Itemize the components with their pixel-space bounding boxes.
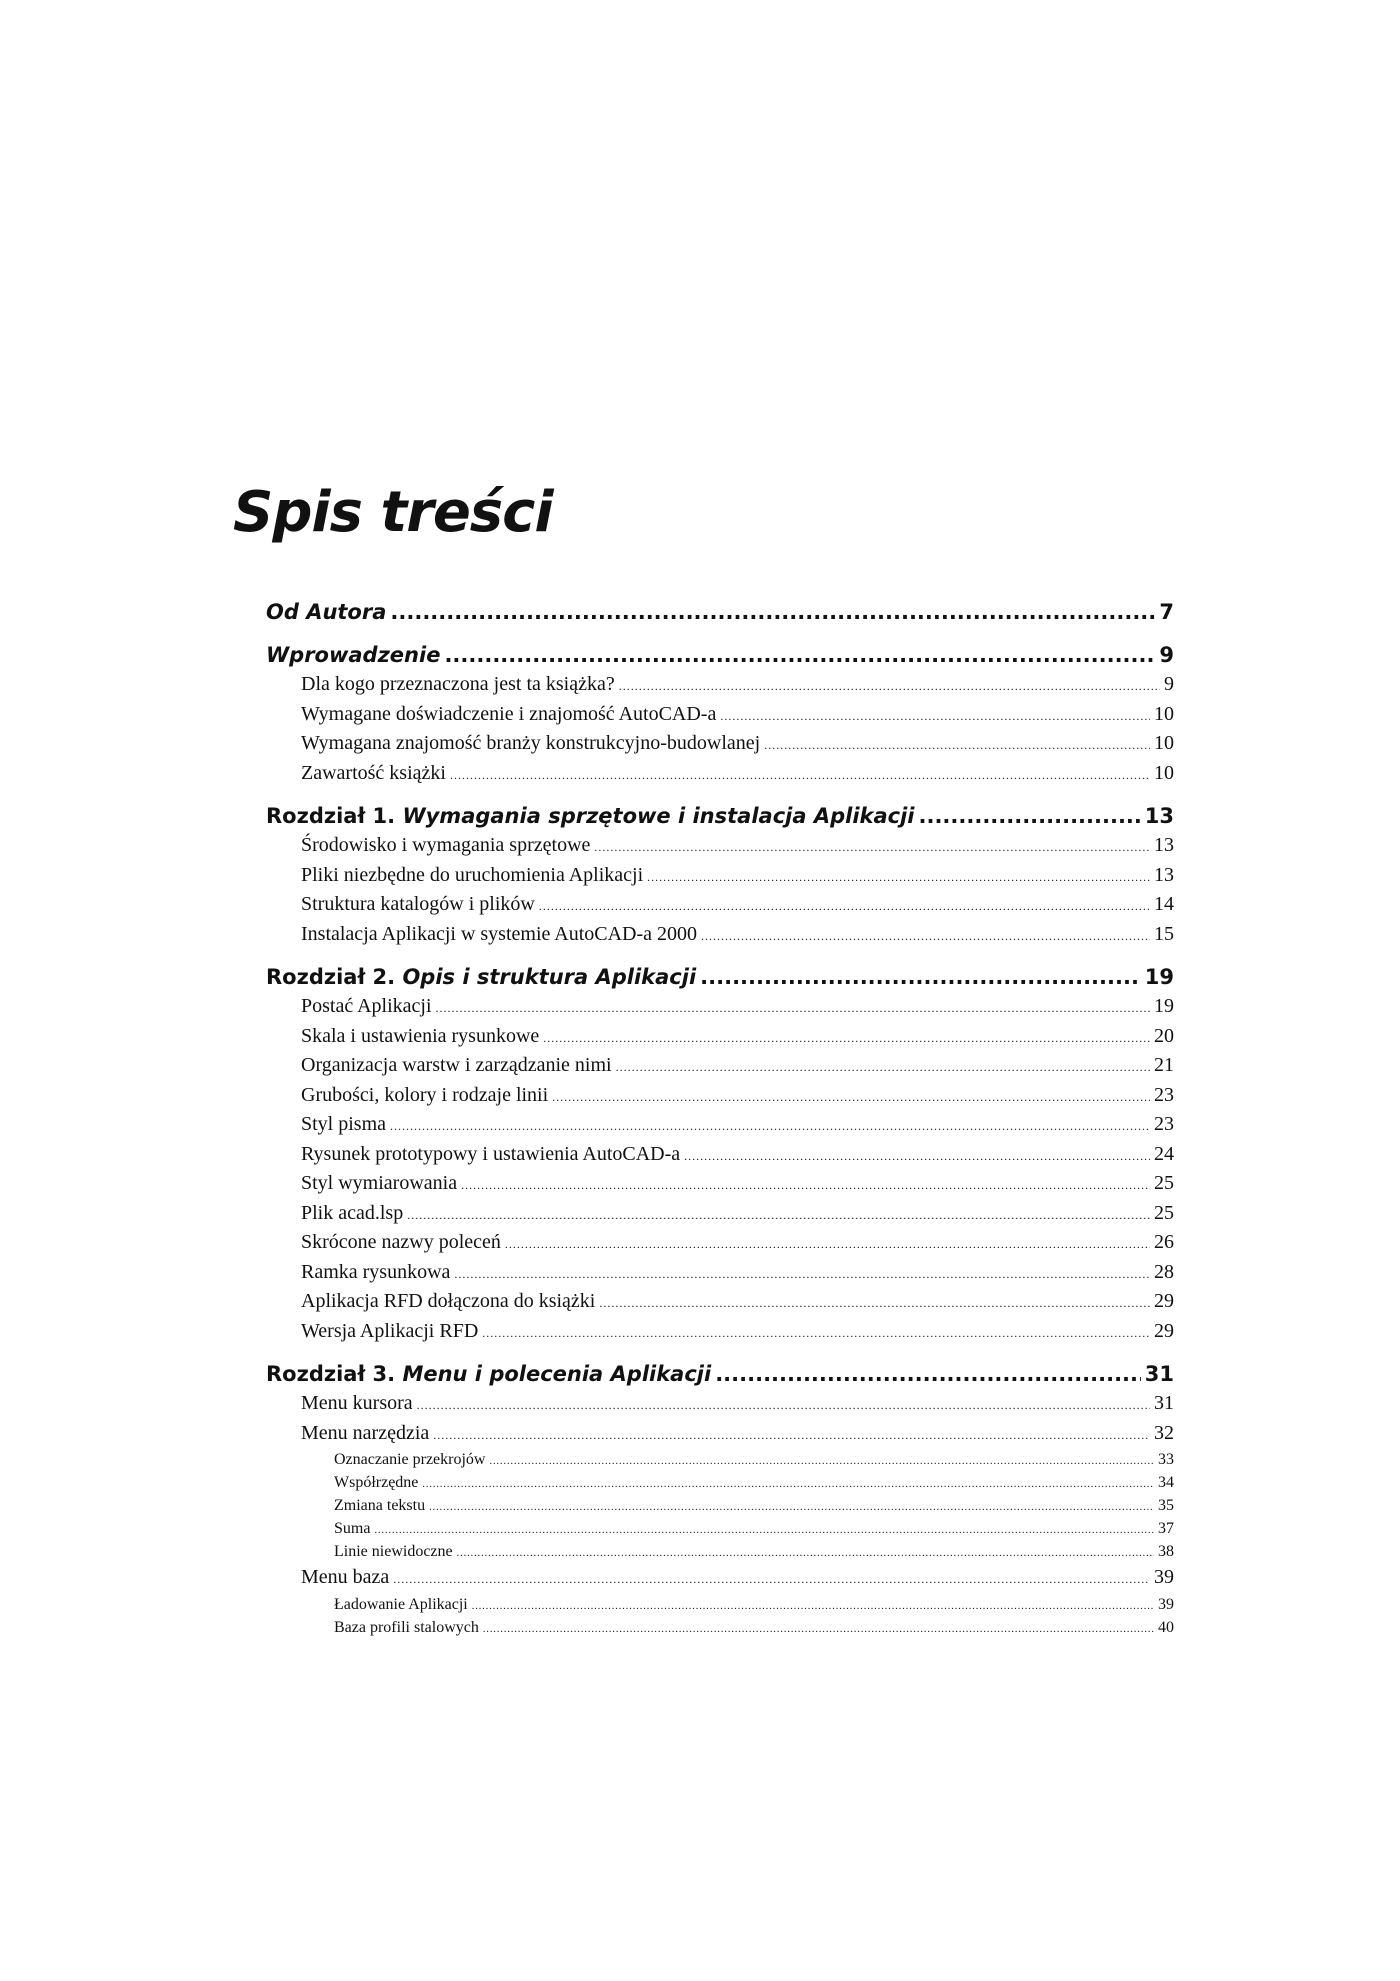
page-number: 9 — [1164, 673, 1174, 695]
dot-leader — [701, 922, 1150, 950]
section-title: Styl pisma — [301, 1113, 387, 1135]
page-number: 38 — [1158, 1543, 1174, 1560]
dot-leader — [616, 1053, 1150, 1081]
toc-subsection — [266, 1448, 1174, 1471]
page-number: 19 — [1144, 965, 1174, 989]
page-number: 7 — [1159, 600, 1174, 624]
toc-section — [266, 670, 1174, 700]
toc-section — [266, 831, 1174, 861]
dot-leader — [429, 1496, 1154, 1517]
dot-leader — [505, 1230, 1150, 1258]
subsection-title: Suma — [334, 1520, 371, 1537]
section-title: Dla kogo przeznaczona jest ta książka? — [301, 673, 615, 695]
chapter-heading — [266, 801, 919, 831]
dot-leader — [489, 1450, 1154, 1471]
dot-leader — [552, 1083, 1150, 1111]
section-title: Zawartość książki — [301, 761, 446, 784]
chapter-label: Rozdział 3. — [266, 1362, 396, 1386]
section-title: Postać Aplikacji — [301, 995, 432, 1017]
subsection-title: Współrzędne — [334, 1474, 419, 1491]
toc-section — [266, 890, 1174, 920]
toc-subsection — [266, 1593, 1174, 1616]
toc-section — [266, 1258, 1174, 1288]
chapter-title: Wymagania sprzętowe i instalacja Aplikacji — [402, 804, 915, 828]
chapter-heading — [266, 1359, 715, 1389]
section-title: Ramka rysunkowa — [301, 1260, 451, 1283]
section-title: Styl wymiarowania — [301, 1172, 458, 1194]
dot-leader — [684, 1142, 1150, 1170]
toc-subsection — [266, 1471, 1174, 1494]
section-title: Wersja Aplikacji RFD — [301, 1319, 479, 1342]
dot-leader — [390, 597, 1155, 627]
dot-leader — [919, 801, 1141, 831]
section-title: Menu kursora — [301, 1392, 413, 1414]
dot-leader — [393, 1565, 1150, 1593]
toc-chapter — [266, 962, 1174, 992]
page-number: 19 — [1154, 995, 1174, 1017]
page-number: 39 — [1158, 1595, 1174, 1613]
section-title: Środowisko i wymagania sprzętowe — [301, 834, 591, 856]
page-number: 31 — [1154, 1392, 1174, 1414]
section-title: Wymagane doświadczenie i znajomość AutoCAD-a — [301, 702, 717, 725]
page-number: 13 — [1144, 804, 1174, 828]
dot-leader — [390, 1112, 1150, 1140]
dot-leader — [599, 1289, 1150, 1317]
page-number: 23 — [1154, 1083, 1174, 1106]
toc-section — [266, 1022, 1174, 1052]
subsection-title: Linie niewidoczne — [334, 1543, 453, 1560]
section-title: Skala i ustawienia rysunkowe — [301, 1024, 540, 1047]
section-title: Instalacja Aplikacji w systemie AutoCAD-a 2000 — [301, 922, 698, 945]
dot-leader — [482, 1319, 1150, 1347]
toc-chapter — [266, 640, 1174, 670]
page-number: 29 — [1154, 1290, 1174, 1312]
dot-leader — [407, 1201, 1150, 1229]
toc-section — [266, 1419, 1174, 1449]
subsection-title: Baza profili stalowych — [334, 1618, 479, 1636]
subsection-title: Oznaczanie przekrojów — [334, 1451, 486, 1468]
dot-leader — [450, 761, 1150, 789]
page-number: 34 — [1158, 1474, 1174, 1491]
dot-leader — [472, 1595, 1154, 1616]
toc-chapter — [266, 1359, 1174, 1389]
page-number: 13 — [1154, 863, 1174, 886]
chapter-label: Rozdział 1. — [266, 804, 396, 828]
dot-leader — [417, 1391, 1150, 1419]
section-title: Grubości, kolory i rodzaje linii — [301, 1083, 549, 1106]
dot-leader — [422, 1473, 1154, 1494]
dot-leader — [647, 863, 1150, 891]
toc-subsection — [266, 1517, 1174, 1540]
section-title: Struktura katalogów i plików — [301, 893, 535, 915]
table-of-contents — [266, 582, 1174, 1639]
subsection-title: Ładowanie Aplikacji — [334, 1595, 468, 1613]
chapter-title: Opis i struktura Aplikacji — [402, 965, 697, 989]
section-title: Rysunek prototypowy i ustawienia AutoCAD-a — [301, 1142, 681, 1165]
toc-chapter — [266, 801, 1174, 831]
toc-section — [266, 1199, 1174, 1229]
dot-leader — [720, 702, 1150, 730]
toc-section — [266, 729, 1174, 759]
chapter-title: Menu i polecenia Aplikacji — [402, 1362, 712, 1386]
section-title: Menu baza — [301, 1566, 390, 1588]
dot-leader — [483, 1618, 1154, 1639]
dot-leader — [444, 640, 1155, 670]
dot-leader — [543, 1024, 1150, 1052]
page-number: 25 — [1154, 1172, 1174, 1194]
chapter-title: Wprowadzenie — [266, 643, 441, 667]
section-title: Wymagana znajomość branży konstrukcyjno-budowlanej — [301, 732, 761, 754]
page-number: 20 — [1154, 1024, 1174, 1047]
section-title: Aplikacja RFD dołączona do książki — [301, 1290, 596, 1312]
subsection-title: Zmiana tekstu — [334, 1497, 426, 1514]
chapter-label: Rozdział 2. — [266, 965, 396, 989]
section-title: Menu narzędzia — [301, 1421, 430, 1444]
toc-section — [266, 700, 1174, 730]
toc-chapter — [266, 597, 1174, 627]
page-number: 32 — [1154, 1421, 1174, 1444]
dot-leader — [715, 1359, 1141, 1389]
dot-leader — [374, 1519, 1154, 1540]
page-number: 10 — [1154, 702, 1174, 725]
page-number: 13 — [1154, 834, 1174, 856]
toc-subsection — [266, 1494, 1174, 1517]
dot-leader — [433, 1421, 1150, 1449]
page-number: 10 — [1154, 761, 1174, 784]
page-number: 29 — [1154, 1319, 1174, 1342]
chapter-title: Od Autora — [266, 600, 387, 624]
toc-section — [266, 1317, 1174, 1347]
toc-section — [266, 1563, 1174, 1593]
page-number: 33 — [1158, 1451, 1174, 1468]
page-number: 31 — [1144, 1362, 1174, 1386]
dot-leader — [619, 672, 1160, 700]
page-number: 10 — [1154, 732, 1174, 754]
dot-leader — [436, 994, 1150, 1022]
chapter-heading — [266, 962, 700, 992]
toc-section — [266, 1169, 1174, 1199]
dot-leader — [594, 833, 1150, 861]
page-number: 40 — [1158, 1618, 1174, 1636]
toc-subsection — [266, 1540, 1174, 1563]
page-number: 21 — [1154, 1054, 1174, 1076]
toc-section — [266, 1140, 1174, 1170]
page-number: 25 — [1154, 1201, 1174, 1224]
section-title: Plik acad.lsp — [301, 1201, 404, 1224]
toc-section — [266, 1228, 1174, 1258]
page-number: 35 — [1158, 1497, 1174, 1514]
page-number: 37 — [1158, 1520, 1174, 1537]
toc-section — [266, 1081, 1174, 1111]
toc-section — [266, 861, 1174, 891]
toc-section — [266, 920, 1174, 950]
page-number: 24 — [1154, 1142, 1174, 1165]
dot-leader — [700, 962, 1141, 992]
section-title: Pliki niezbędne do uruchomienia Aplikacji — [301, 863, 644, 886]
toc-section — [266, 1389, 1174, 1419]
page-number: 15 — [1154, 922, 1174, 945]
page-number: 9 — [1159, 643, 1174, 667]
dot-leader — [461, 1171, 1150, 1199]
toc-subsection — [266, 1616, 1174, 1639]
section-title: Organizacja warstw i zarządzanie nimi — [301, 1054, 612, 1076]
page-number: 28 — [1154, 1260, 1174, 1283]
page-number: 14 — [1154, 893, 1174, 915]
toc-section — [266, 1051, 1174, 1081]
dot-leader — [539, 892, 1150, 920]
page-title: Spis treści — [233, 480, 553, 545]
page-number: 39 — [1154, 1566, 1174, 1588]
toc-section — [266, 759, 1174, 789]
dot-leader — [454, 1260, 1150, 1288]
page-number: 26 — [1154, 1231, 1174, 1253]
dot-leader — [764, 731, 1150, 759]
page-number: 23 — [1154, 1113, 1174, 1135]
toc-section — [266, 992, 1174, 1022]
dot-leader — [457, 1542, 1154, 1563]
toc-section — [266, 1110, 1174, 1140]
section-title: Skrócone nazwy poleceń — [301, 1231, 501, 1253]
toc-section — [266, 1287, 1174, 1317]
